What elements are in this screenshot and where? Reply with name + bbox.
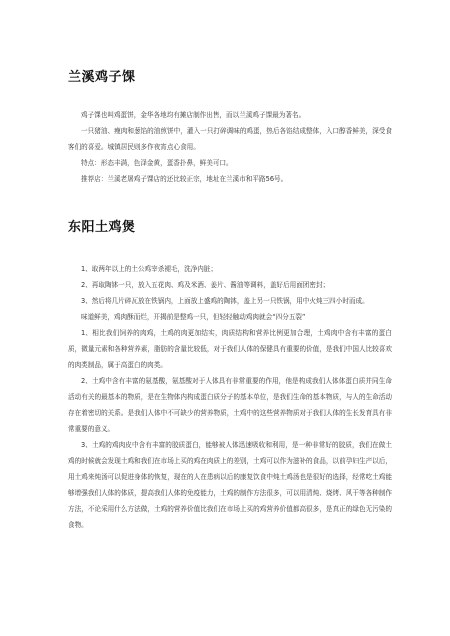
paragraph: 1、相比我们饲养的肉鸡，土鸡的肉更加结实，肉质结构和营养比例更加合理，土鸡肉中含有丰富的蛋白质，微量元素和各种营养素，脂肪的含量比较低，对于我们人体的保健具有重要的价值，是我们中国人比较喜欢的肉类制品，属于高蛋白的肉类。	[68, 329, 392, 369]
paragraph: 一只猪油、瘦肉和葱馅的油煎饼中，灌入一只打碎调味的鸡蛋，热后各馅结成整体，入口醇香鲜美，深受食客们的喜爱。城镇居民则多作夜宵点心食用。	[68, 127, 392, 151]
paragraph: 2、土鸡中含有丰富的氨基酸，氨基酸对于人体具有非常重要的作用，他是构成我们人体体蛋白质并同生命活动有关的最基本的物质，是在生物体内构成蛋白质分子的基本单位，是我们生命的基本物质，与人的生命活动存在着密切的关系。是我们人体中不可缺少的营养物质，土鸡中的这些营养物质对于我们人体的生长发育具有非常重要的意义。	[68, 377, 392, 433]
paragraph: 1、取两年以上的土公鸡宰杀褪毛，洗净内脏；	[81, 265, 218, 273]
section-title-lanxi: 兰溪鸡子馃	[68, 70, 136, 85]
paragraph: 3、然后将几片碎瓦放在铁锅内，上面放上盛鸡的陶钵，盖上另一只铁锅，用中火炖三四小时而成。	[81, 297, 369, 305]
paragraph: 味道鲜美，鸡肉酥而烂，开揭前是整鸡一只，但轻轻触动鸡肉就会“四分五裂”	[81, 313, 306, 321]
paragraph: 特点：形态丰满，色泽金黄，蛋香扑鼻，鲜美可口。	[81, 159, 233, 167]
section-body-lanxi	[68, 107, 392, 187]
paragraph: 3、土鸡的鸡肉皮中含有丰富的胶质蛋白，能够被人体迅速吸收和利用，是一种非常好的胶质，我们在做土鸡的时候就会发现土鸡和我们在市场上买的鸡在肉质上的差别，土鸡可以作为滋补的食品，以前孕妇生产以后，用土鸡来炖汤可以促进身体的恢复，现在的人在患病以后的康复饮食中炖土鸡汤也是很好的选择，经常吃土鸡能够增强我们人体的体质，提高我们人体的免疫能力，土鸡的制作方法很多，可以用清炖、烧烤、风干等各种制作方法，不论采用什么方法做，土鸡的营养价值比我们在市场上买的鸡营养价值都高很多，是真正的绿色无污染的食物。	[68, 441, 392, 529]
section-body-dongyang	[68, 261, 392, 533]
paragraph: 鸡子馃也叫鸡蛋饼，金华各地均有摊店制作出售，而以兰溪鸡子馃最为著名。	[81, 111, 306, 119]
paragraph: 推荐店：兰溪老屠鸡子馃店的还比较正宗，地址在兰溪市和平路56号。	[81, 175, 288, 183]
section-title-dongyang: 东阳土鸡煲	[68, 220, 136, 235]
paragraph: 2、再取陶钵一只，放入五花肉、鸡及米酒、姜片、酱油等调料，盖好后用面团密封；	[81, 281, 330, 289]
